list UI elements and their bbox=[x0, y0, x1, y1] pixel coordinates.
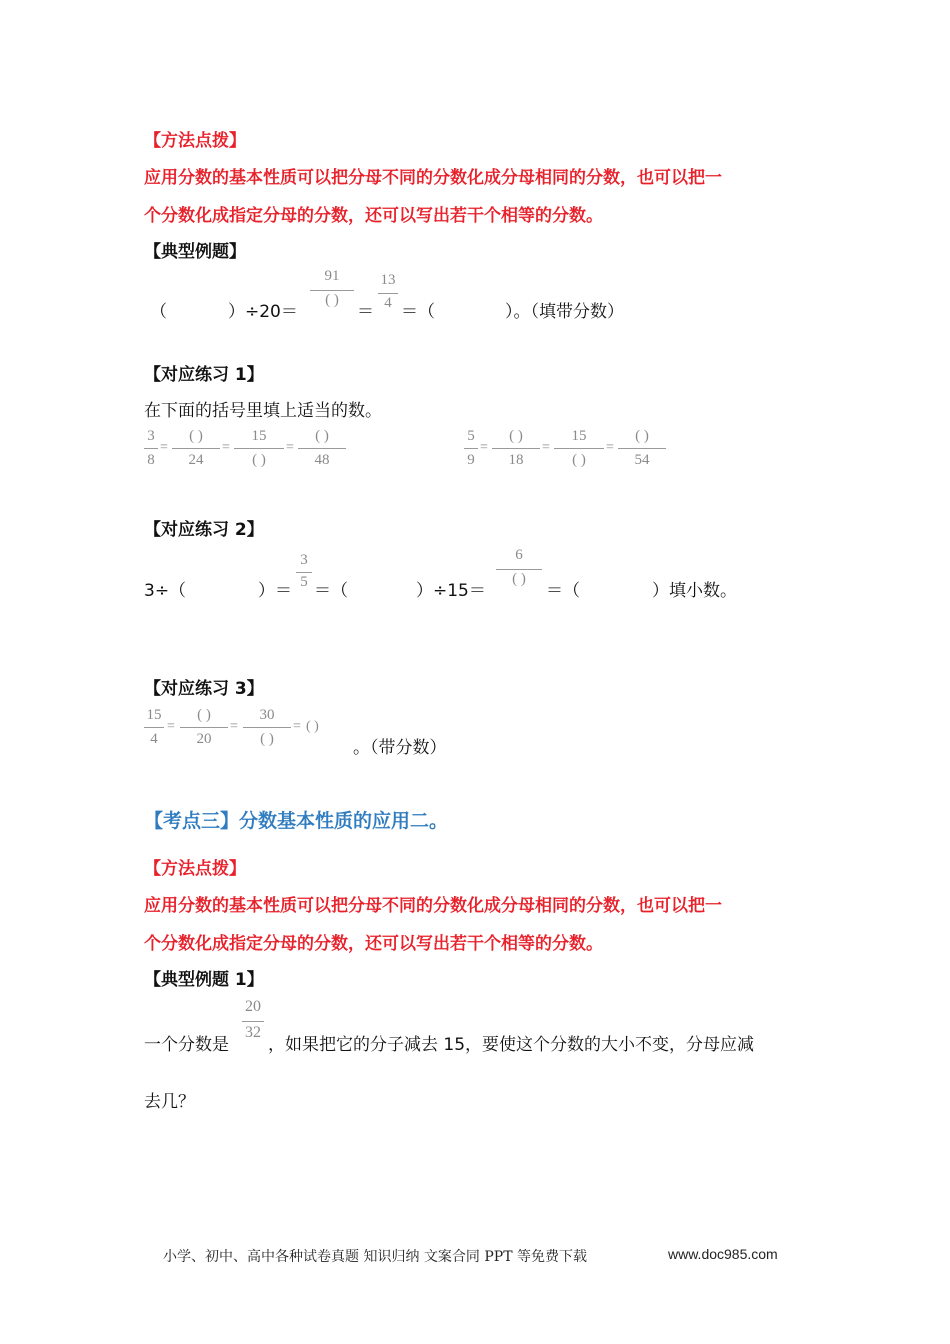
example-header: 【典型例题 1】 bbox=[144, 970, 264, 990]
equals-sign: = bbox=[167, 719, 175, 734]
text-3-divide: 3÷（ bbox=[144, 581, 187, 601]
paren-open: （ bbox=[150, 302, 167, 322]
fraction: 15 ( ) bbox=[234, 428, 284, 474]
fraction-20-32: 20 32 bbox=[242, 998, 264, 1048]
question-text-pre: 一个分数是 bbox=[144, 1035, 229, 1055]
equals-sign: = bbox=[222, 440, 230, 455]
fraction: 15 ( ) bbox=[554, 428, 604, 474]
practice3-header: 【对应练习 3】 bbox=[144, 679, 264, 699]
fraction: 3 8 bbox=[144, 428, 158, 474]
footer-url[interactable]: www.doc985.com bbox=[668, 1246, 778, 1262]
blank-paren: ( ) bbox=[306, 719, 319, 734]
equals-sign: = bbox=[542, 440, 550, 455]
method-text-line1: 应用分数的基本性质可以把分母不同的分数化成分母相同的分数，也可以把一 bbox=[144, 168, 722, 188]
practice2-header: 【对应练习 2】 bbox=[144, 520, 264, 540]
answer-tail: 。（带分数） bbox=[353, 738, 447, 758]
fraction-91: 91 ( ) bbox=[310, 268, 354, 318]
paren-divide-15: ）÷15＝ bbox=[416, 581, 486, 601]
footer-text: 小学、初中、高中各种试卷真题 知识归纳 文案合同 PPT 等免费下载 bbox=[163, 1249, 587, 1265]
method-text-line1: 应用分数的基本性质可以把分母不同的分数化成分母相同的分数，也可以把一 bbox=[144, 896, 722, 916]
fraction-6: 6 ( ) bbox=[496, 547, 542, 597]
equals-sign: = bbox=[606, 440, 614, 455]
fraction: ( ) 18 bbox=[492, 428, 540, 474]
paren-close-equals: ）＝ bbox=[258, 581, 292, 601]
fraction: ( ) 54 bbox=[618, 428, 666, 474]
method-header: 【方法点拨】 bbox=[144, 859, 246, 879]
practice1-instruction: 在下面的括号里填上适当的数。 bbox=[144, 401, 382, 421]
method-header: 【方法点拨】 bbox=[144, 131, 246, 151]
equals-paren-open: ＝（ bbox=[546, 581, 580, 601]
section-title: 【考点三】分数基本性质的应用二。 bbox=[144, 810, 449, 832]
fraction-3-5: 3 5 bbox=[296, 552, 312, 598]
equals-sign: = bbox=[160, 440, 168, 455]
practice1-header: 【对应练习 1】 bbox=[144, 365, 264, 385]
question-text-post: ，如果把它的分子减去 15，要使这个分数的大小不变，分母应减 bbox=[268, 1035, 755, 1055]
fraction: ( ) 24 bbox=[172, 428, 220, 474]
equals-sign: = bbox=[293, 719, 301, 734]
equals-sign: = bbox=[286, 440, 294, 455]
fraction-13-4: 13 4 bbox=[378, 272, 398, 322]
equals-sign: = bbox=[480, 440, 488, 455]
fraction: ( ) 48 bbox=[298, 428, 346, 474]
method-text-line2: 个分数化成指定分母的分数，还可以写出若干个相等的分数。 bbox=[144, 206, 603, 226]
example-header: 【典型例题】 bbox=[144, 242, 246, 262]
equals-paren-open: ＝（ bbox=[401, 302, 435, 322]
equals-sign: = bbox=[230, 719, 238, 734]
answer-tail: ）填小数。 bbox=[652, 581, 737, 601]
fraction: 5 9 bbox=[464, 428, 478, 474]
fraction: 15 4 bbox=[144, 707, 164, 753]
fraction: ( ) 20 bbox=[180, 707, 228, 753]
method-text-line2: 个分数化成指定分母的分数，还可以写出若干个相等的分数。 bbox=[144, 934, 603, 954]
paren-close-divide: ）÷20＝ bbox=[228, 302, 298, 322]
equals-sign: ＝ bbox=[357, 302, 374, 322]
fraction: 30 ( ) bbox=[243, 707, 291, 753]
question-text-line2: 去几？ bbox=[144, 1092, 195, 1112]
equals-paren-open: ＝（ bbox=[314, 581, 348, 601]
answer-tail: ）。（填带分数） bbox=[505, 302, 624, 322]
